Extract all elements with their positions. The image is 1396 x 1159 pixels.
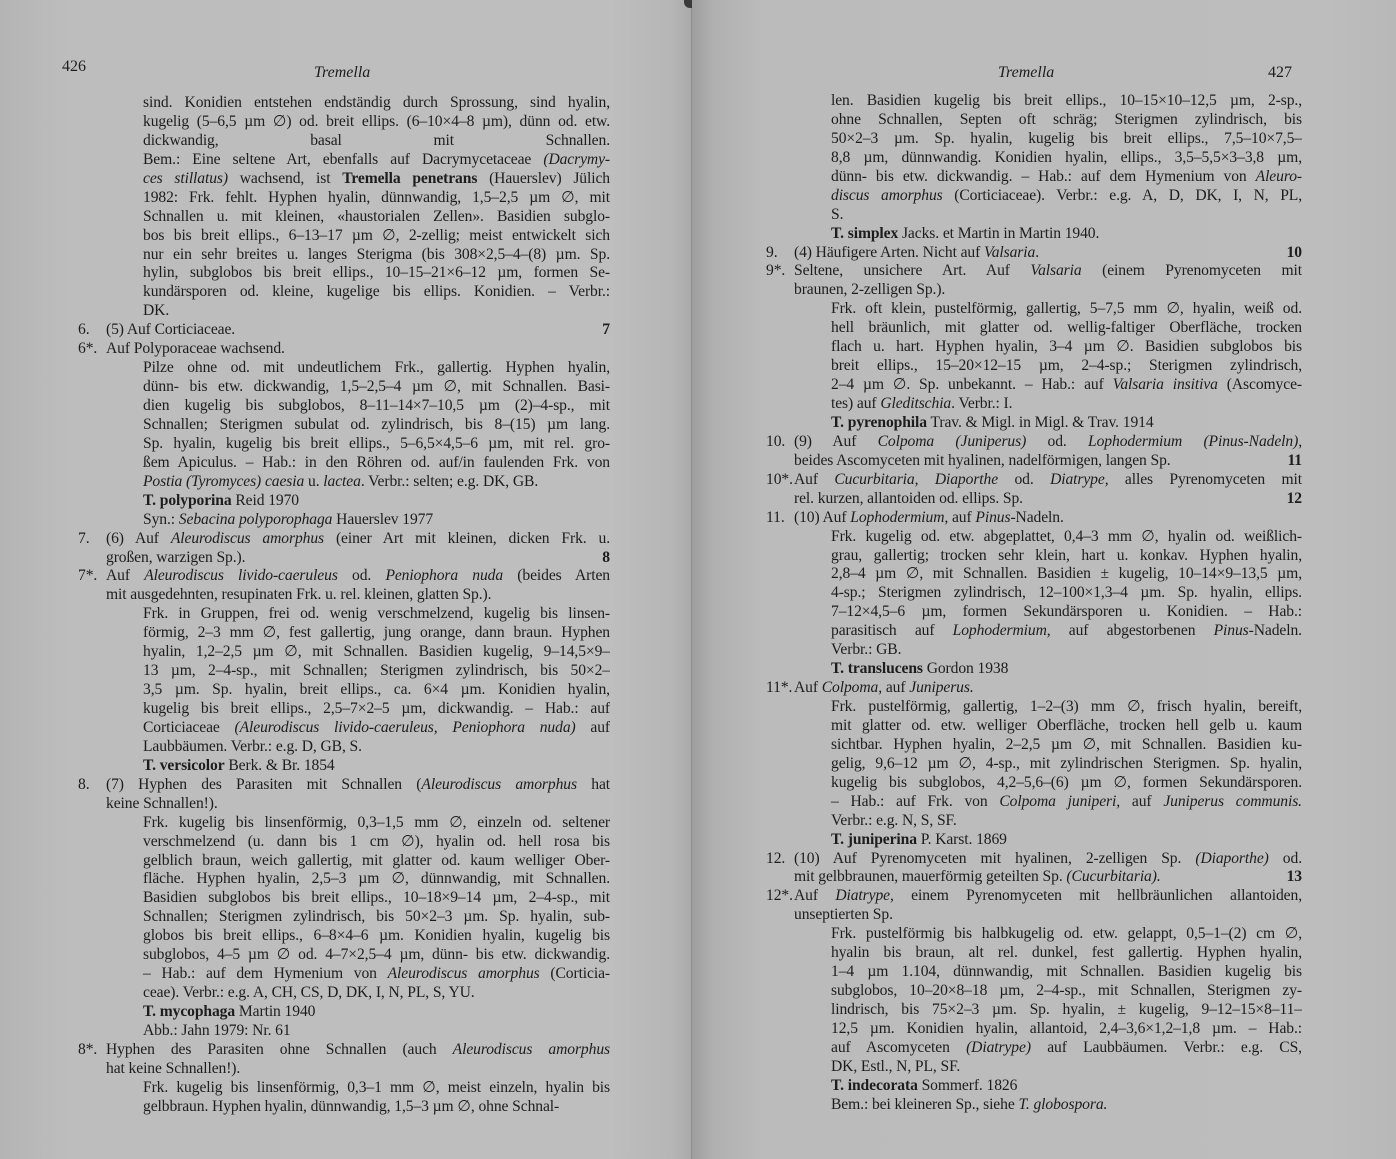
description-line: 13 µm, 2–4-sp., mit Schnallen; Sterigmen zylindrisch, bis 50×2– <box>143 662 610 680</box>
description-line: Schnallen; Sterigmen zylindrisch, bis 50×2–3 µm. Sp. hyalin, sub- <box>143 908 610 926</box>
description-line: DK, Estl., N, PL, SF. <box>831 1057 961 1075</box>
couplet-9: 9. (4) Häufigere Arten. Nicht auf Valsaria. 10 <box>766 243 1302 261</box>
couplet-10-star: 10*.Auf Cucurbitaria, Diaporthe od. Diatrype, alles Pyrenomyceten mit <box>766 470 1302 488</box>
description-line: Frk. kugelig od. etw. abgeplattet, 0,4–3 mm ∅, hyalin od. weißlich- <box>831 527 1302 545</box>
couplet-12-cont: mit gelbbraunen, mauerförmig geteilten Sp. (Cucurbitaria). 13 <box>794 868 1302 886</box>
description-line: – Hab.: auf Frk. von Colpoma juniperi, auf Juniperus communis. <box>831 792 1302 810</box>
couplet-8-cont: keine Schnallen!). <box>106 794 218 812</box>
description-line: dünn- bis etw. dickwandig, 1,5–2,5–4 µm ∅, mit Schnallen. Basi- <box>143 378 610 396</box>
right-text-body <box>766 92 1302 1115</box>
description-line: kundärsporen od. kleine, kugelige bis ellips. Konidien. – Verbr.: <box>143 283 610 301</box>
description-line: Bem.: Eine seltene Art, ebenfalls auf Dacrymycetaceae (Dacrymy- <box>143 150 610 168</box>
description-line: ceae). Verbr.: e.g. A, CH, CS, D, DK, I, N, PL, S, YU. <box>143 984 475 1002</box>
left-text-body <box>78 94 610 1117</box>
couplet-8-star-cont: hat keine Schnallen!). <box>106 1059 241 1077</box>
species-name: T. pyrenophila Trav. & Migl. in Migl. & Trav. 1914 <box>831 413 1154 431</box>
description-line: dickwandig, basal mit Schnallen. <box>143 131 610 149</box>
couplet-7: 7. (6) Auf Aleurodiscus amorphus (einer Art mit kleinen, dicken Frk. u. <box>78 529 610 547</box>
couplet-lead: 7 <box>602 321 610 339</box>
description-line: Frk. oft klein, pustelförmig, gallertig, 5–7,5 mm ∅, hyalin, weiß od. <box>831 300 1302 318</box>
species-name: T. translucens Gordon 1938 <box>831 660 1009 678</box>
description-line: dünn- bis etw. dickwandig. – Hab.: auf dem Hymenium von Aleuro- <box>831 167 1302 185</box>
description-line: Frk. kugelig bis linsenförmig, 0,3–1,5 mm ∅, einzeln od. seltener <box>143 813 610 831</box>
couplet-6: 6. (5) Auf Corticiaceae. 7 <box>78 321 610 339</box>
description-line: sind. Konidien entstehen endständig durch Sprossung, sind hyalin, <box>143 94 610 111</box>
description-line: Frk. in Gruppen, frei od. wenig verschmelzend, kugelig bis linsen- <box>143 605 610 623</box>
description-line: ßem Apiculus. – Hab.: in den Röhren od. auf/in faulenden Frk. von <box>143 453 610 471</box>
description-line: Schnallen; Sterigmen subulat od. zylindrisch, bis 8–(15) µm lang. <box>143 415 610 433</box>
description-line: subglobos, 10–20×8–18 µm, 2–4-sp., mit Schnallen, Sterigmen zy- <box>831 982 1302 1000</box>
description-line: Postia (Tyromyces) caesia u. lactea. Verbr.: selten; e.g. DK, GB. <box>143 472 539 490</box>
description-line: subglobos, 4–5 µm ∅ od. 4–7×2,5–4 µm, dünn- bis etw. dickwandig. <box>143 946 610 964</box>
couplet-11: 11. (10) Auf Lophodermium, auf Pinus-Nadeln. <box>766 508 1064 526</box>
couplet-12-star: 12*.Auf Diatrype, einem Pyrenomyceten mit hellbräunlichen allantoiden, <box>766 887 1302 905</box>
description-line: flach u. hart. Hyphen hyalin, 3–4 µm ∅. Basidien subglobos bis <box>831 338 1302 356</box>
description-line: 2,8–4 µm ∅, mit Schnallen. Basidien ± kugelig, 10–14×9–13,5 µm, <box>831 565 1302 583</box>
description-line: 1–4 µm 1.104, dünnwandig, mit Schnallen. Basidien kugelig bis <box>831 963 1302 981</box>
description-line: auf Ascomyceten (Diatrype) auf Laubbäumen. Verbr.: e.g. CS, <box>831 1038 1302 1056</box>
description-line: hylin, subglobos bis breit ellips., 10–15–21×6–12 µm, formen Se- <box>143 264 610 282</box>
description-line: gelbbraun. Hyphen hyalin, dünnwandig, 1,5–3 µm ∅, ohne Schnal- <box>143 1097 560 1115</box>
synonym-line: Syn.: Sebacina polyporophaga Hauerslev 1977 <box>143 510 434 528</box>
couplet-12-star-cont: unseptierten Sp. <box>794 906 893 924</box>
description-line: gelblich braun, weich gallertig, mit glatter od. kaum welliger Ober- <box>143 851 610 869</box>
couplet-8-star: 8*. Hyphen des Parasiten ohne Schnallen (auch Aleurodiscus amorphus <box>78 1040 610 1058</box>
description-line: Corticiaceae (Aleurodiscus livido-caeruleus, Peniophora nuda) auf <box>143 718 610 736</box>
description-line: hyalin, 1,2–2,5 µm ∅, mit Schnallen. Basidien kugelig, 9–14,5×9– <box>143 643 610 661</box>
couplet-10: 10. (9) Auf Colpoma (Juniperus) od. Lophodermium (Pinus-Nadeln), <box>766 432 1302 450</box>
description-line: Laubbäumen. Verbr.: e.g. D, GB, S. <box>143 737 362 755</box>
species-name: T. versicolor Berk. & Br. 1854 <box>143 756 335 774</box>
species-name: T. simplex Jacks. et Martin in Martin 1940. <box>831 224 1100 242</box>
description-line: globos bis breit ellips., 6–8×4–6 µm. Konidien hyalin, kugelig bis <box>143 927 610 945</box>
couplet-7-star-cont: mit ausgedehnten, resupinaten Frk. u. rel. kleinen, glatten Sp.). <box>106 586 492 604</box>
couplet-7-star: 7*. Auf Aleurodiscus livido-caeruleus od. Peniophora nuda (beides Arten <box>78 567 610 585</box>
description-line: 3,5 µm. Sp. hyalin, breit ellips., ca. 6×4 µm. Konidien hyalin, <box>143 681 610 699</box>
description-line: Frk. kugelig bis linsenförmig, 0,3–1 mm ∅, meist einzeln, hyalin bis <box>143 1078 610 1096</box>
description-line: lindrisch, bis 75×2–3 µm. Sp. hyalin, ± kugelig, 9–12–15×8–11– <box>831 1001 1302 1018</box>
description-line: fläche. Hyphen hyalin, 2,5–3 µm ∅, dünnwandig, mit Schnallen. <box>143 870 610 888</box>
couplet-11-star: 11*. Auf Colpoma, auf Juniperus. <box>766 679 974 697</box>
description-line: Verbr.: e.g. N, S, SF. <box>831 811 957 829</box>
couplet-lead: 8 <box>602 548 610 566</box>
description-line: dien kugelig bis subglobos, 8–11–14×7–10,5 µm (2)–4-sp., mit <box>143 397 610 414</box>
running-title-right: Tremella <box>998 64 1055 81</box>
page-number-left: 426 <box>62 58 86 75</box>
description-line: bos bis breit ellips., 6–13–17 µm ∅, 2-zellig; meist entwickelt sich <box>143 226 610 244</box>
couplet-9-star: 9*. Seltene, unsichere Art. Auf Valsaria (einem Pyrenomyceten mit <box>766 262 1302 280</box>
description-line: Verbr.: GB. <box>831 641 902 659</box>
species-name: T. juniperina P. Karst. 1869 <box>831 830 1007 848</box>
figure-reference: Abb.: Jahn 1979: Nr. 61 <box>143 1021 291 1039</box>
description-line: Sp. hyalin, kugelig bis breit ellips., 5–6,5×4,5–6 µm, mit rel. gro- <box>143 434 610 452</box>
couplet-lead: 11 <box>1287 451 1302 469</box>
species-name: T. polyporina Reid 1970 <box>143 491 299 509</box>
couplet-lead: 13 <box>1286 868 1302 886</box>
description-line: 4-sp.; Sterigmen zylindrisch, 12–100×1,3–4 µm. Sp. hyalin, ellips. <box>831 584 1302 602</box>
couplet-7-cont: großen, warzigen Sp.). 8 <box>106 548 610 566</box>
description-line: Basidien subglobos bis breit ellips., 10–18×9–14 µm, 2–4-sp., mit <box>143 889 610 907</box>
species-name: T. indecorata Sommerf. 1826 <box>831 1076 1018 1094</box>
description-line: len. Basidien kugelig bis breit ellips., 10–15×10–12,5 µm, 2-sp., <box>831 92 1302 109</box>
couplet-6-star: 6*. Auf Polyporaceae wachsend. <box>78 340 285 358</box>
description-line: verschmelzend (u. dann bis 1 cm ∅), hyalin od. hell rosa bis <box>143 832 610 850</box>
couplet-lead: 10 <box>1286 243 1302 261</box>
description-line: kugelig bis subglobos, 4,2–5,6–(6) µm ∅, formen Sekundärsporen. <box>831 773 1302 791</box>
left-page <box>0 0 692 1159</box>
page-number-right: 427 <box>1268 64 1292 81</box>
description-line: hyalin bis braun, alt rel. dunkel, fest gallertig. Hyphen hyalin, <box>831 944 1302 962</box>
description-line: Frk. pustelförmig, gallertig, 1–2–(3) mm ∅, frisch hyalin, bereift, <box>831 698 1302 715</box>
description-line: 12,5 µm. Konidien hyalin, allantoid, 2,4–3,6×1,2–1,8 µm. – Hab.: <box>831 1019 1302 1037</box>
description-line: ces stillatus) wachsend, ist Tremella penetrans (Hauerslev) Jülich <box>143 169 610 187</box>
description-line: kugelig (5–6,5 µm ∅) od. breit ellips. (6–10×4–8 µm), dünn od. etw. <box>143 112 610 130</box>
description-line: – Hab.: auf dem Hymenium von Aleurodiscus amorphus (Corticia- <box>143 965 610 983</box>
description-line: grau, gallertig; trocken sehr klein, hart u. konkav. Hyphen hyalin, <box>831 546 1302 564</box>
running-title-left: Tremella <box>314 64 371 81</box>
description-line: 50×2–3 µm. Sp. hyalin, kugelig bis breit ellips., 7,5–10×7,5– <box>831 129 1302 147</box>
species-name: T. mycophaga Martin 1940 <box>143 1003 316 1020</box>
description-line: hell bräunlich, mit glatter od. wellig-faltiger Oberfläche, trocken <box>831 319 1302 337</box>
description-line: discus amorphus (Corticiaceae). Verbr.: e.g. A, D, DK, I, N, PL, <box>831 186 1302 204</box>
description-line: DK. <box>143 302 170 320</box>
description-line: nur ein sehr breites u. langes Sterigma (bis 308×2,5–4–(8) µm. Sp. <box>143 245 610 263</box>
description-line: 2–4 µm ∅. Sp. unbekannt. – Hab.: auf Valsaria insitiva (Ascomyce- <box>831 376 1302 394</box>
description-line: 7–12×4,5–6 µm, formen Sekundärsporen u. Konidien. – Hab.: <box>831 603 1302 621</box>
couplet-9-star-cont: braunen, 2-zelligen Sp.). <box>794 281 946 299</box>
description-line: sichtbar. Hyphen hyalin, 2–2,5 µm ∅, mit Schnallen. Basidien ku- <box>831 735 1302 753</box>
description-line: 1982: Frk. fehlt. Hyphen hyalin, dünnwandig, 1,5–2,5 µm ∅, mit <box>143 188 610 206</box>
description-line: ohne Schnallen, Septen oft schräg; Sterigmen zylindrisch, bis <box>831 110 1302 128</box>
description-line: Pilze ohne od. mit undeutlichem Frk., gallertig. Hyphen hyalin, <box>143 359 610 377</box>
description-line: gelig, 9,6–12 µm ∅, 4-sp., mit zylindrischen Sterigmen. Sp. hyalin, <box>831 754 1302 772</box>
description-line: Frk. pustelförmig bis halbkugelig od. etw. gelappt, 0,5–1–(2) cm ∅, <box>831 925 1302 943</box>
couplet-lead: 12 <box>1286 489 1302 507</box>
description-line: 8,8 µm, dünnwandig. Konidien hyalin, ellips., 3,5–5,5×3–3,8 µm, <box>831 148 1302 166</box>
description-line: S. <box>831 205 844 223</box>
couplet-12: 12. (10) Auf Pyrenomyceten mit hyalinen, 2-zelligen Sp. (Diaporthe) od. <box>766 849 1302 867</box>
couplet-8: 8. (7) Hyphen des Parasiten mit Schnallen (Aleurodiscus amorphus hat <box>78 775 610 793</box>
description-line: parasitisch auf Lophodermium, auf abgestorbenen Pinus-Nadeln. <box>831 622 1302 640</box>
description-line: breit ellips., 15–20×12–15 µm, 2–4-sp.; Sterigmen zylindrisch, <box>831 357 1302 375</box>
description-line: Schnallen u. mit kleinen, «haustorialen Zellen». Basidien subglo- <box>143 207 610 225</box>
description-line: tes) auf Gleditschia. Verbr.: I. <box>831 395 1013 412</box>
couplet-10-cont: beides Ascomyceten mit hyalinen, nadelförmigen, langen Sp. 11 <box>794 451 1302 469</box>
description-line: mit glatter od. etw. welliger Oberfläche, trocken hell gelb u. kaum <box>831 716 1302 734</box>
description-line: kugelig bis breit ellips., 2,5–7×2–5 µm, dickwandig. – Hab.: auf <box>143 700 610 717</box>
remark-line: Bem.: bei kleineren Sp., siehe T. globospora. <box>831 1095 1108 1113</box>
couplet-10-star-cont: rel. kurzen, allantoiden od. ellips. Sp. 12 <box>794 489 1302 507</box>
description-line: förmig, 2–3 mm ∅, fest gallertig, jung orange, dann braun. Hyphen <box>143 624 610 642</box>
